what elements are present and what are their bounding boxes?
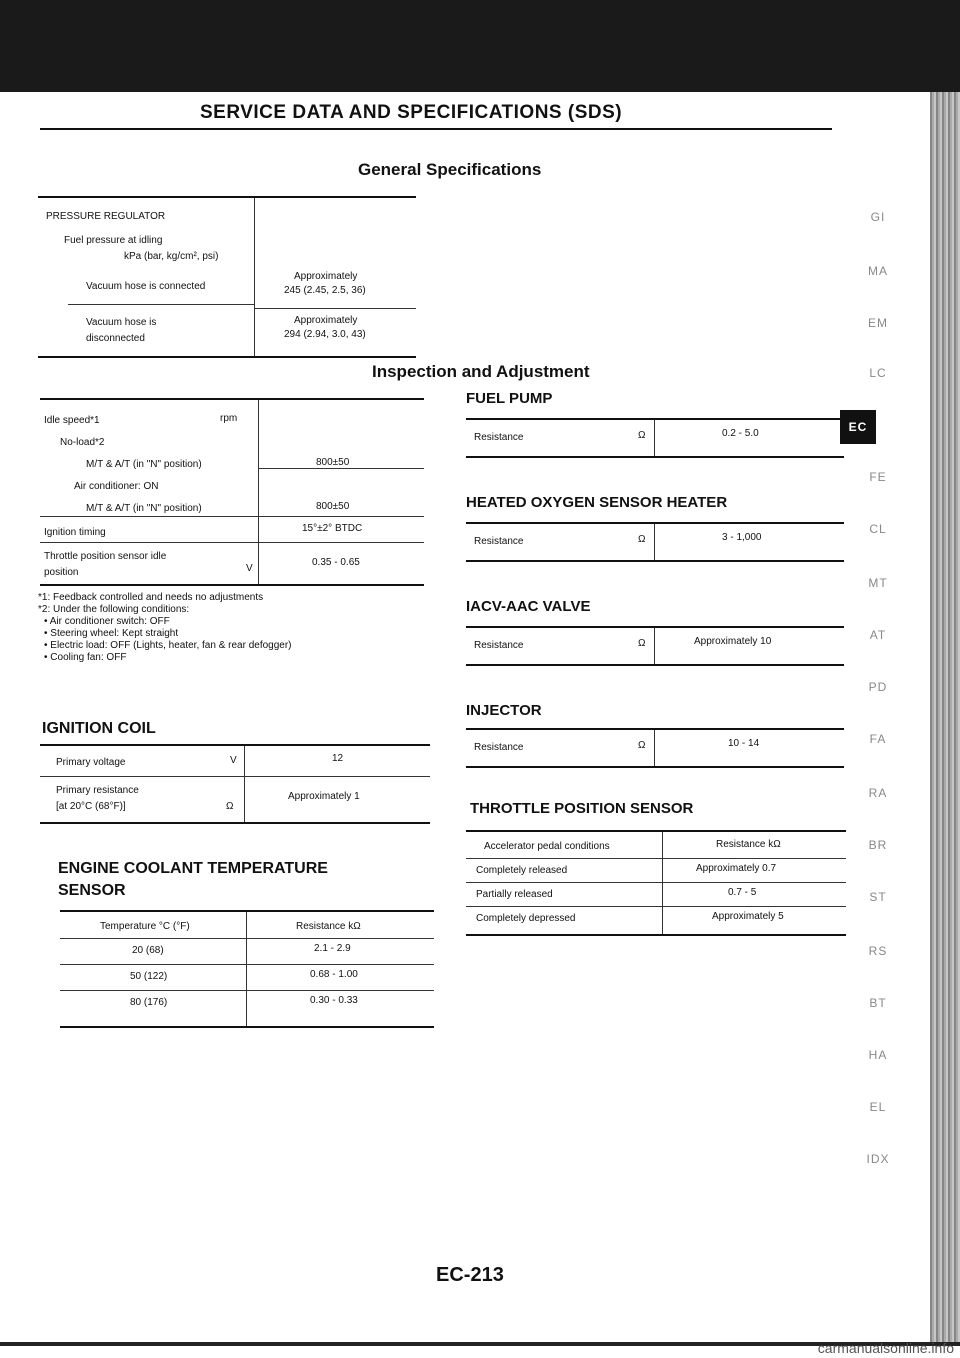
heater-unit: Ω <box>638 534 646 545</box>
coolant-sensor-heading-line1: ENGINE COOLANT TEMPERATURE <box>58 860 328 877</box>
fuel-pump-resistance-label: Resistance <box>474 432 524 443</box>
pressure-regulator-label: PRESSURE REGULATOR <box>46 211 166 222</box>
vacuum-connected-label: Vacuum hose is connected <box>86 281 206 292</box>
row-divider <box>466 858 846 859</box>
primary-resistance-label-line1: Primary resistance <box>56 785 139 796</box>
vacuum-disconnected-value-line2: 294 (2.94, 3.0, 43) <box>284 329 366 340</box>
vacuum-connected-value-line2: 245 (2.45, 2.5, 36) <box>284 285 366 296</box>
coolant-sensor-table <box>60 910 434 1028</box>
column-divider <box>254 198 255 356</box>
mt-at-label: M/T & A/T (in "N" position) <box>86 459 202 470</box>
injector-heading: INJECTOR <box>466 702 542 719</box>
ignition-timing-label: Ignition timing <box>44 527 106 538</box>
vacuum-disconnected-label-line1: Vacuum hose is <box>86 317 157 328</box>
section-tab-rs[interactable]: RS <box>868 944 888 958</box>
section-tab-idx[interactable]: IDX <box>866 1152 890 1166</box>
fuel-pump-heading: FUEL PUMP <box>466 390 553 407</box>
injector-resistance-label: Resistance <box>474 742 524 753</box>
section-tab-gi[interactable]: GI <box>870 210 886 224</box>
page-title: SERVICE DATA AND SPECIFICATIONS (SDS) <box>200 102 623 123</box>
tps-resistance-cell: Approximately 5 <box>712 911 784 922</box>
primary-resistance-unit: Ω <box>226 801 234 812</box>
tps-conditions-header: Accelerator pedal conditions <box>484 841 610 852</box>
column-divider <box>654 524 655 560</box>
primary-voltage-label: Primary voltage <box>56 757 126 768</box>
row-divider <box>60 990 434 991</box>
coolant-resistance-header: Resistance kΩ <box>296 921 361 932</box>
row-divider <box>40 776 430 777</box>
mt-at-ac-label: M/T & A/T (in "N" position) <box>86 503 202 514</box>
heater-value: 3 - 1,000 <box>722 532 762 543</box>
column-divider <box>662 832 663 934</box>
iacv-resistance-label: Resistance <box>474 640 524 651</box>
footer-watermark[interactable]: carmanualsonline.info <box>817 1340 954 1356</box>
fuel-pump-value: 0.2 - 5.0 <box>722 428 759 439</box>
column-divider <box>244 746 245 822</box>
column-divider <box>654 730 655 766</box>
section-tab-fe[interactable]: FE <box>869 470 887 484</box>
mt-at-value: 800±50 <box>316 457 350 468</box>
tps-condition-cell: Completely released <box>476 865 568 876</box>
fuel-pump-table <box>466 418 844 458</box>
row-divider <box>68 304 254 305</box>
ac-on-label: Air conditioner: ON <box>74 481 159 492</box>
heated-oxygen-sensor-heading: HEATED OXYGEN SENSOR HEATER <box>466 494 728 511</box>
throttle-unit: V <box>246 563 253 574</box>
vacuum-disconnected-label-line2: disconnected <box>86 333 145 344</box>
mt-at-ac-value: 800±50 <box>316 501 350 512</box>
primary-voltage-unit: V <box>230 755 237 766</box>
primary-resistance-label-line2: [at 20°C (68°F)] <box>56 801 126 812</box>
coolant-res-cell: 0.30 - 0.33 <box>310 995 358 1006</box>
note-line: • Steering wheel: Kept straight <box>44 628 179 639</box>
tps-condition-cell: Completely depressed <box>476 913 576 924</box>
tps-resistance-cell: Approximately 0.7 <box>696 863 777 874</box>
row-divider <box>60 964 434 965</box>
row-divider <box>466 882 846 883</box>
no-load-label: No-load*2 <box>60 437 105 448</box>
note-line: • Air conditioner switch: OFF <box>44 616 170 627</box>
tps-condition-cell: Partially released <box>476 889 553 900</box>
column-divider <box>654 420 655 456</box>
fuel-pump-unit: Ω <box>638 430 646 441</box>
section-tab-ha[interactable]: HA <box>868 1048 888 1062</box>
coolant-temperature-header: Temperature °C (°F) <box>100 921 190 932</box>
column-divider <box>258 400 259 584</box>
section-tab-bt[interactable]: BT <box>869 996 887 1010</box>
page-number: EC-213 <box>436 1264 504 1286</box>
injector-unit: Ω <box>638 740 646 751</box>
idle-speed-table <box>40 398 424 586</box>
iacv-unit: Ω <box>638 638 646 649</box>
general-specifications-heading: General Specifications <box>358 160 542 179</box>
fuel-pressure-units: kPa (bar, kg/cm², psi) <box>124 251 219 262</box>
row-divider <box>466 906 846 907</box>
section-tab-cl[interactable]: CL <box>869 522 887 536</box>
section-tab-ra[interactable]: RA <box>868 786 888 800</box>
injector-table <box>466 728 844 768</box>
section-tab-em[interactable]: EM <box>868 316 888 330</box>
coolant-temp-cell: 80 (176) <box>130 997 168 1008</box>
section-tab-br[interactable]: BR <box>868 838 888 852</box>
tps-resistance-header: Resistance kΩ <box>716 839 781 850</box>
section-tab-st[interactable]: ST <box>869 890 887 904</box>
vacuum-connected-value-line1: Approximately <box>294 271 358 282</box>
note-line: *2: Under the following conditions: <box>38 604 190 615</box>
ignition-timing-value: 15°±2° BTDC <box>302 523 363 534</box>
page-edge-shading <box>930 92 960 1342</box>
column-divider <box>654 628 655 664</box>
top-black-band <box>0 0 960 92</box>
iacv-aac-valve-heading: IACV-AAC VALVE <box>466 598 591 615</box>
rpm-unit: rpm <box>220 413 238 424</box>
throttle-position-sensor-table <box>466 830 846 936</box>
idle-notes <box>38 592 292 664</box>
vacuum-disconnected-value-line1: Approximately <box>294 315 358 326</box>
section-tab-fa[interactable]: FA <box>869 732 887 746</box>
iacv-aac-valve-table <box>466 626 844 666</box>
row-divider <box>40 542 424 543</box>
injector-value: 10 - 14 <box>728 738 760 749</box>
section-tab-ec-active[interactable]: EC <box>840 410 876 444</box>
section-tab-lc[interactable]: LC <box>869 366 887 380</box>
row-divider <box>40 516 424 517</box>
section-tab-el[interactable]: EL <box>869 1100 887 1114</box>
coolant-res-cell: 0.68 - 1.00 <box>310 969 358 980</box>
throttle-position-label-line1: Throttle position sensor idle <box>44 551 167 562</box>
inspection-adjustment-heading: Inspection and Adjustment <box>372 362 590 381</box>
primary-voltage-value: 12 <box>332 753 344 764</box>
note-line: *1: Feedback controlled and needs no adjustments <box>38 592 264 603</box>
section-tab-at[interactable]: AT <box>869 628 887 642</box>
bottom-rule <box>0 1342 960 1346</box>
coolant-temp-cell: 20 (68) <box>132 945 164 956</box>
coolant-res-cell: 2.1 - 2.9 <box>314 943 351 954</box>
idle-speed-label: Idle speed*1 <box>44 415 100 426</box>
note-line: • Electric load: OFF (Lights, heater, fan & rear defogger) <box>44 640 292 651</box>
primary-resistance-value: Approximately 1 <box>288 791 360 802</box>
heater-resistance-label: Resistance <box>474 536 524 547</box>
iacv-value: Approximately 10 <box>694 636 772 647</box>
note-line: • Cooling fan: OFF <box>44 652 127 663</box>
tps-resistance-cell: 0.7 - 5 <box>728 887 757 898</box>
pressure-regulator-table <box>38 196 416 358</box>
ignition-coil-heading: IGNITION COIL <box>42 720 156 737</box>
row-divider <box>254 308 416 309</box>
throttle-position-label-line2: position <box>44 567 79 578</box>
coolant-sensor-heading-line2: SENSOR <box>58 882 126 899</box>
section-tab-mt[interactable]: MT <box>868 576 888 590</box>
section-tab-pd[interactable]: PD <box>868 680 888 694</box>
section-tab-ma[interactable]: MA <box>868 264 888 278</box>
title-rule <box>40 128 832 130</box>
fuel-pressure-label: Fuel pressure at idling <box>64 235 163 246</box>
coolant-temp-cell: 50 (122) <box>130 971 168 982</box>
throttle-position-sensor-heading: THROTTLE POSITION SENSOR <box>470 800 694 817</box>
column-divider <box>246 912 247 1026</box>
ignition-coil-table <box>40 744 430 824</box>
row-divider <box>60 938 434 939</box>
throttle-value: 0.35 - 0.65 <box>312 557 360 568</box>
heated-oxygen-sensor-table <box>466 522 844 562</box>
